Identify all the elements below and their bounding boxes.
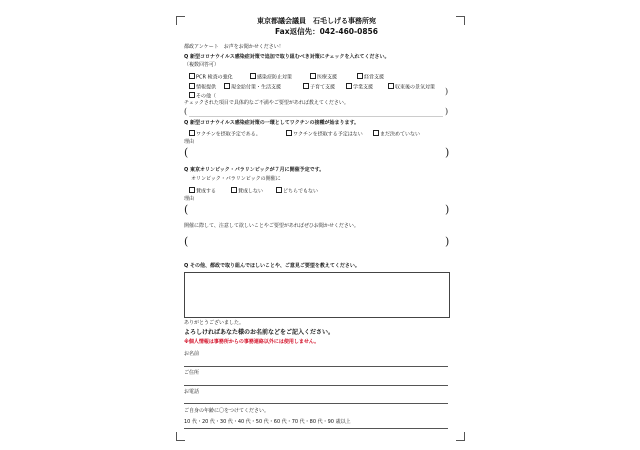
q1-question: Q 新型コロナウイルス感染症対策で追加で取り組むべき対策にチェックを入れてください。 bbox=[184, 54, 390, 60]
checkbox[interactable] bbox=[189, 83, 195, 89]
address-label: ご住所 bbox=[184, 370, 200, 376]
q3-subtext: オリンピック・パラリンピックの開催に bbox=[191, 176, 281, 182]
name-field-line[interactable] bbox=[184, 366, 448, 367]
q2-question: Q 新型コロナウイルス感染症対策の一環としてワクチンの接種が始まります。 bbox=[184, 120, 360, 126]
q1-option-cash-benefit[interactable]: 現金給付策・生活支援 bbox=[224, 83, 281, 91]
q3-reason-open-paren: ( bbox=[184, 203, 189, 216]
checkbox[interactable] bbox=[189, 130, 195, 136]
privacy-notice: ※個人情報は事務所からの事務連絡以外には使用しません。 bbox=[184, 339, 320, 345]
q2-option-will-vaccinate[interactable]: ワクチンを摂取予定である。 bbox=[189, 130, 261, 138]
closing-request: よろしければあなた様のお名前などをご記入ください。 bbox=[184, 329, 335, 336]
age-prompt: ご自身の年齢に〇をつけてください。 bbox=[184, 408, 270, 414]
q1-note: （複数回答可） bbox=[184, 62, 220, 68]
q3-reason-label: 理由 bbox=[184, 196, 195, 202]
checkbox[interactable] bbox=[189, 73, 195, 79]
q1-option-education[interactable]: 学業支援 bbox=[346, 83, 373, 91]
address-field-line[interactable] bbox=[184, 385, 448, 386]
intro-text: 都政アンケート お声をお聞かせください！ bbox=[184, 44, 284, 50]
q3-option-oppose[interactable]: 賛成しない bbox=[231, 187, 263, 195]
crop-mark-bottom-right bbox=[456, 432, 465, 441]
checkbox[interactable] bbox=[346, 83, 352, 89]
header-fax: Fax返信先：042-460-0856 bbox=[275, 27, 378, 36]
q1-option-childcare[interactable]: 子育て支援 bbox=[303, 83, 335, 91]
q4-answer-box[interactable] bbox=[184, 272, 450, 318]
q2-reason-open-paren: ( bbox=[184, 146, 189, 159]
header-title: 東京都議会議員 石毛しげる事務所宛 bbox=[257, 17, 376, 25]
q1-answer-open-paren: ( bbox=[184, 107, 188, 116]
checkbox[interactable] bbox=[276, 187, 282, 193]
q3-option-support[interactable]: 賛成する bbox=[189, 187, 216, 195]
checkbox[interactable] bbox=[224, 83, 230, 89]
checkbox[interactable] bbox=[373, 130, 379, 136]
q3-reason-close-paren: ) bbox=[445, 203, 450, 216]
q1-other-close-paren: ) bbox=[445, 87, 449, 96]
age-options[interactable]: 10 代・20 代・30 代・40 代・50 代・60 代・70 代・80 代・90 歳以上 bbox=[184, 419, 351, 425]
q2-option-undecided[interactable]: まだ決めていない bbox=[373, 130, 420, 138]
q3-option-neutral[interactable]: どちらでもない bbox=[276, 187, 318, 195]
q2-option-will-not-vaccinate[interactable]: ワクチンを摂取する予定はない bbox=[286, 130, 363, 138]
q4-question: Q その他、都政で取り組んでほしいことや、ご意見ご要望を教えてください。 bbox=[184, 263, 360, 269]
closing-thanks: ありがとうございました。 bbox=[184, 320, 245, 326]
q3-followup-close-paren: ) bbox=[445, 235, 450, 248]
q3-followup-open-paren: ( bbox=[184, 235, 189, 248]
q2-reason-label: 理由 bbox=[184, 139, 195, 145]
phone-field-line[interactable] bbox=[184, 403, 448, 404]
phone-label: お電話 bbox=[184, 389, 200, 395]
q1-option-other[interactable]: その他（ bbox=[189, 92, 216, 100]
checkbox[interactable] bbox=[286, 130, 292, 136]
checkbox[interactable] bbox=[189, 187, 195, 193]
survey-sheet bbox=[183, 0, 453, 450]
checkbox[interactable] bbox=[388, 83, 394, 89]
q1-option-infection-prevention[interactable]: 感染症防止対策 bbox=[250, 73, 292, 81]
checkbox[interactable] bbox=[303, 83, 309, 89]
checkbox[interactable] bbox=[231, 187, 237, 193]
q1-option-pcr[interactable]: PCR 検査の強化 bbox=[189, 73, 233, 81]
q1-answer-close-paren: ) bbox=[445, 107, 449, 116]
q1-option-economy[interactable]: 収束後の景気対策 bbox=[388, 83, 435, 91]
q2-reason-close-paren: ) bbox=[445, 146, 450, 159]
checkbox[interactable] bbox=[189, 92, 195, 98]
crop-mark-top-right bbox=[456, 16, 465, 25]
checkbox[interactable] bbox=[250, 73, 256, 79]
q1-option-information[interactable]: 情報提供 bbox=[189, 83, 216, 91]
age-field-line bbox=[184, 428, 448, 429]
name-label: お名前 bbox=[184, 351, 200, 357]
checkbox[interactable] bbox=[357, 73, 363, 79]
checkbox[interactable] bbox=[310, 73, 316, 79]
q3-followup: 開催に際して、注意して欲しいことやご要望があればぜひお聞かせください。 bbox=[184, 223, 359, 229]
q1-option-business-support[interactable]: 経営支援 bbox=[357, 73, 384, 81]
q3-question: Q 東京オリンピック・パラリンピックが７月に開催予定です。 bbox=[184, 167, 325, 173]
q1-answer-line[interactable] bbox=[189, 116, 443, 117]
q1-option-medical-support[interactable]: 医療支援 bbox=[310, 73, 337, 81]
q1-followup: チェックされた項目で具体的なご不満やご要望があれば教えてください。 bbox=[184, 100, 349, 106]
